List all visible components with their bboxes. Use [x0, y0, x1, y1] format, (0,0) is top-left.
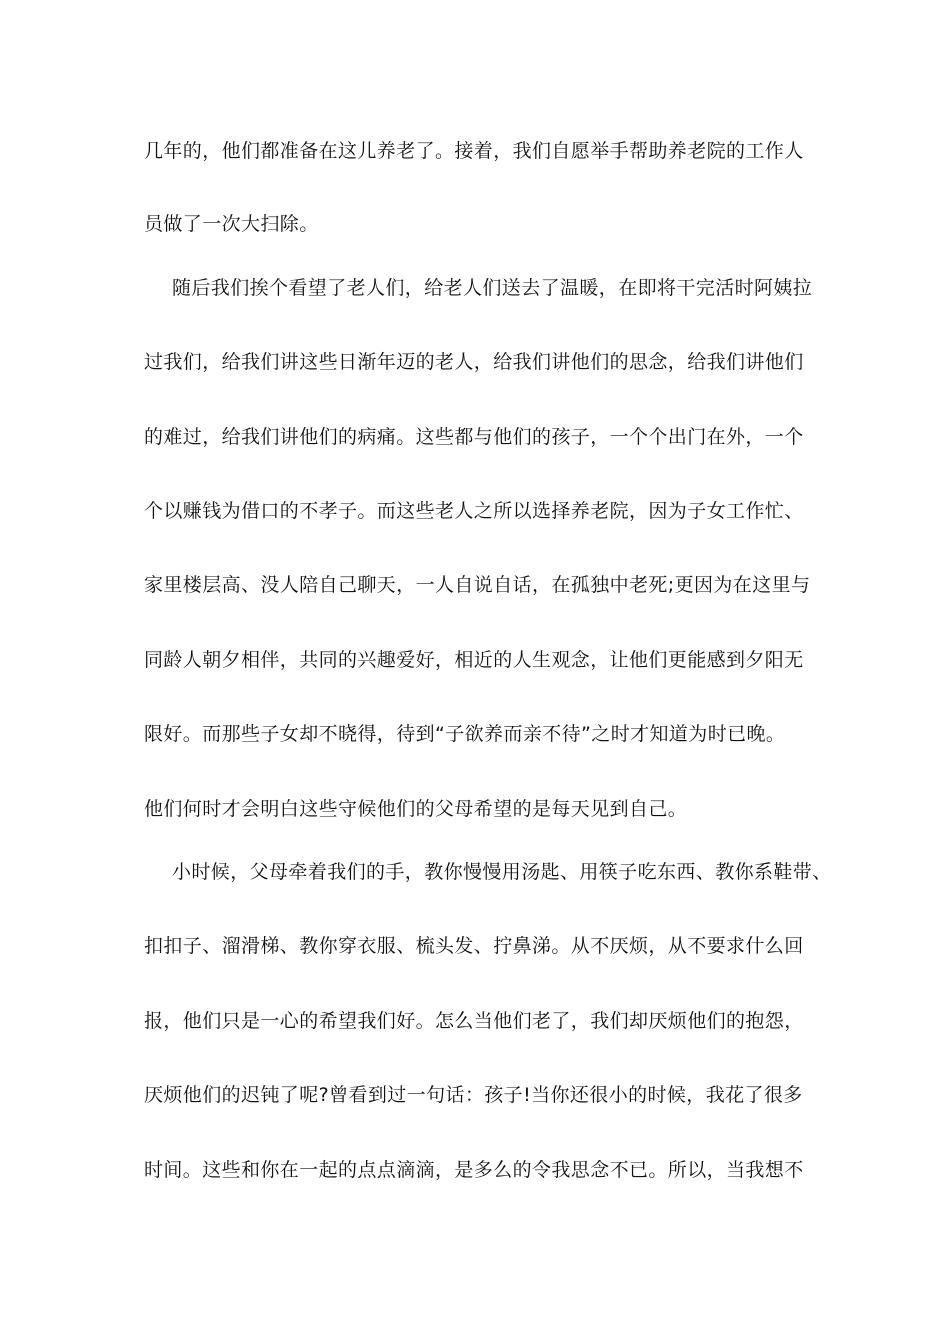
- text-line: 扣扣子、溜滑梯、教你穿衣服、梳头发、拧鼻涕。从不厌烦，从不要求什么回: [144, 935, 804, 957]
- paragraph-first-line: 随后我们挨个看望了老人们，给老人们送去了温暖，在即将干完活时阿姨拉: [172, 277, 813, 299]
- text-line: 同龄人朝夕相伴，共同的兴趣爱好，相近的人生观念，让他们更能感到夕阳无: [144, 649, 804, 671]
- text-line: 过我们，给我们讲这些日渐年迈的老人，给我们讲他们的思念，给我们讲他们: [144, 351, 804, 373]
- text-line: 报，他们只是一心的希望我们好。怎么当他们老了，我们却厌烦他们的抱怨，: [144, 1010, 804, 1032]
- text-line: 家里楼层高、没人陪自己聊天，一人自说自话，在孤独中老死;更因为在这里与: [144, 574, 811, 596]
- text-line: 个以赚钱为借口的不孝子。而这些老人之所以选择养老院，因为子女工作忙、: [144, 500, 804, 522]
- paragraph-first-line: 小时候，父母牵着我们的手，教你慢慢用汤匙、用筷子吃东西、教你系鞋带、: [172, 861, 832, 883]
- text-line: 几年的，他们都准备在这儿养老了。接着，我们自愿举手帮助养老院的工作人: [144, 140, 804, 162]
- text-line: 时间。这些和你在一起的点点滴滴，是多么的令我思念不已。所以，当我想不: [144, 1159, 804, 1181]
- text-line: 员做了一次大扫除。: [144, 213, 319, 235]
- text-line: 限好。而那些子女却不晓得，待到“子欲养而亲不待”之时才知道为时已晚。: [144, 723, 786, 745]
- text-line: 的难过，给我们讲他们的病痛。这些都与他们的孩子，一个个出门在外，一个: [144, 426, 804, 448]
- text-line: 他们何时才会明白这些守候他们的父母希望的是每天见到自己。: [144, 798, 688, 820]
- text-line: 厌烦他们的迟钝了呢?曾看到过一句话：孩子!当你还很小的时候，我花了很多: [144, 1084, 803, 1106]
